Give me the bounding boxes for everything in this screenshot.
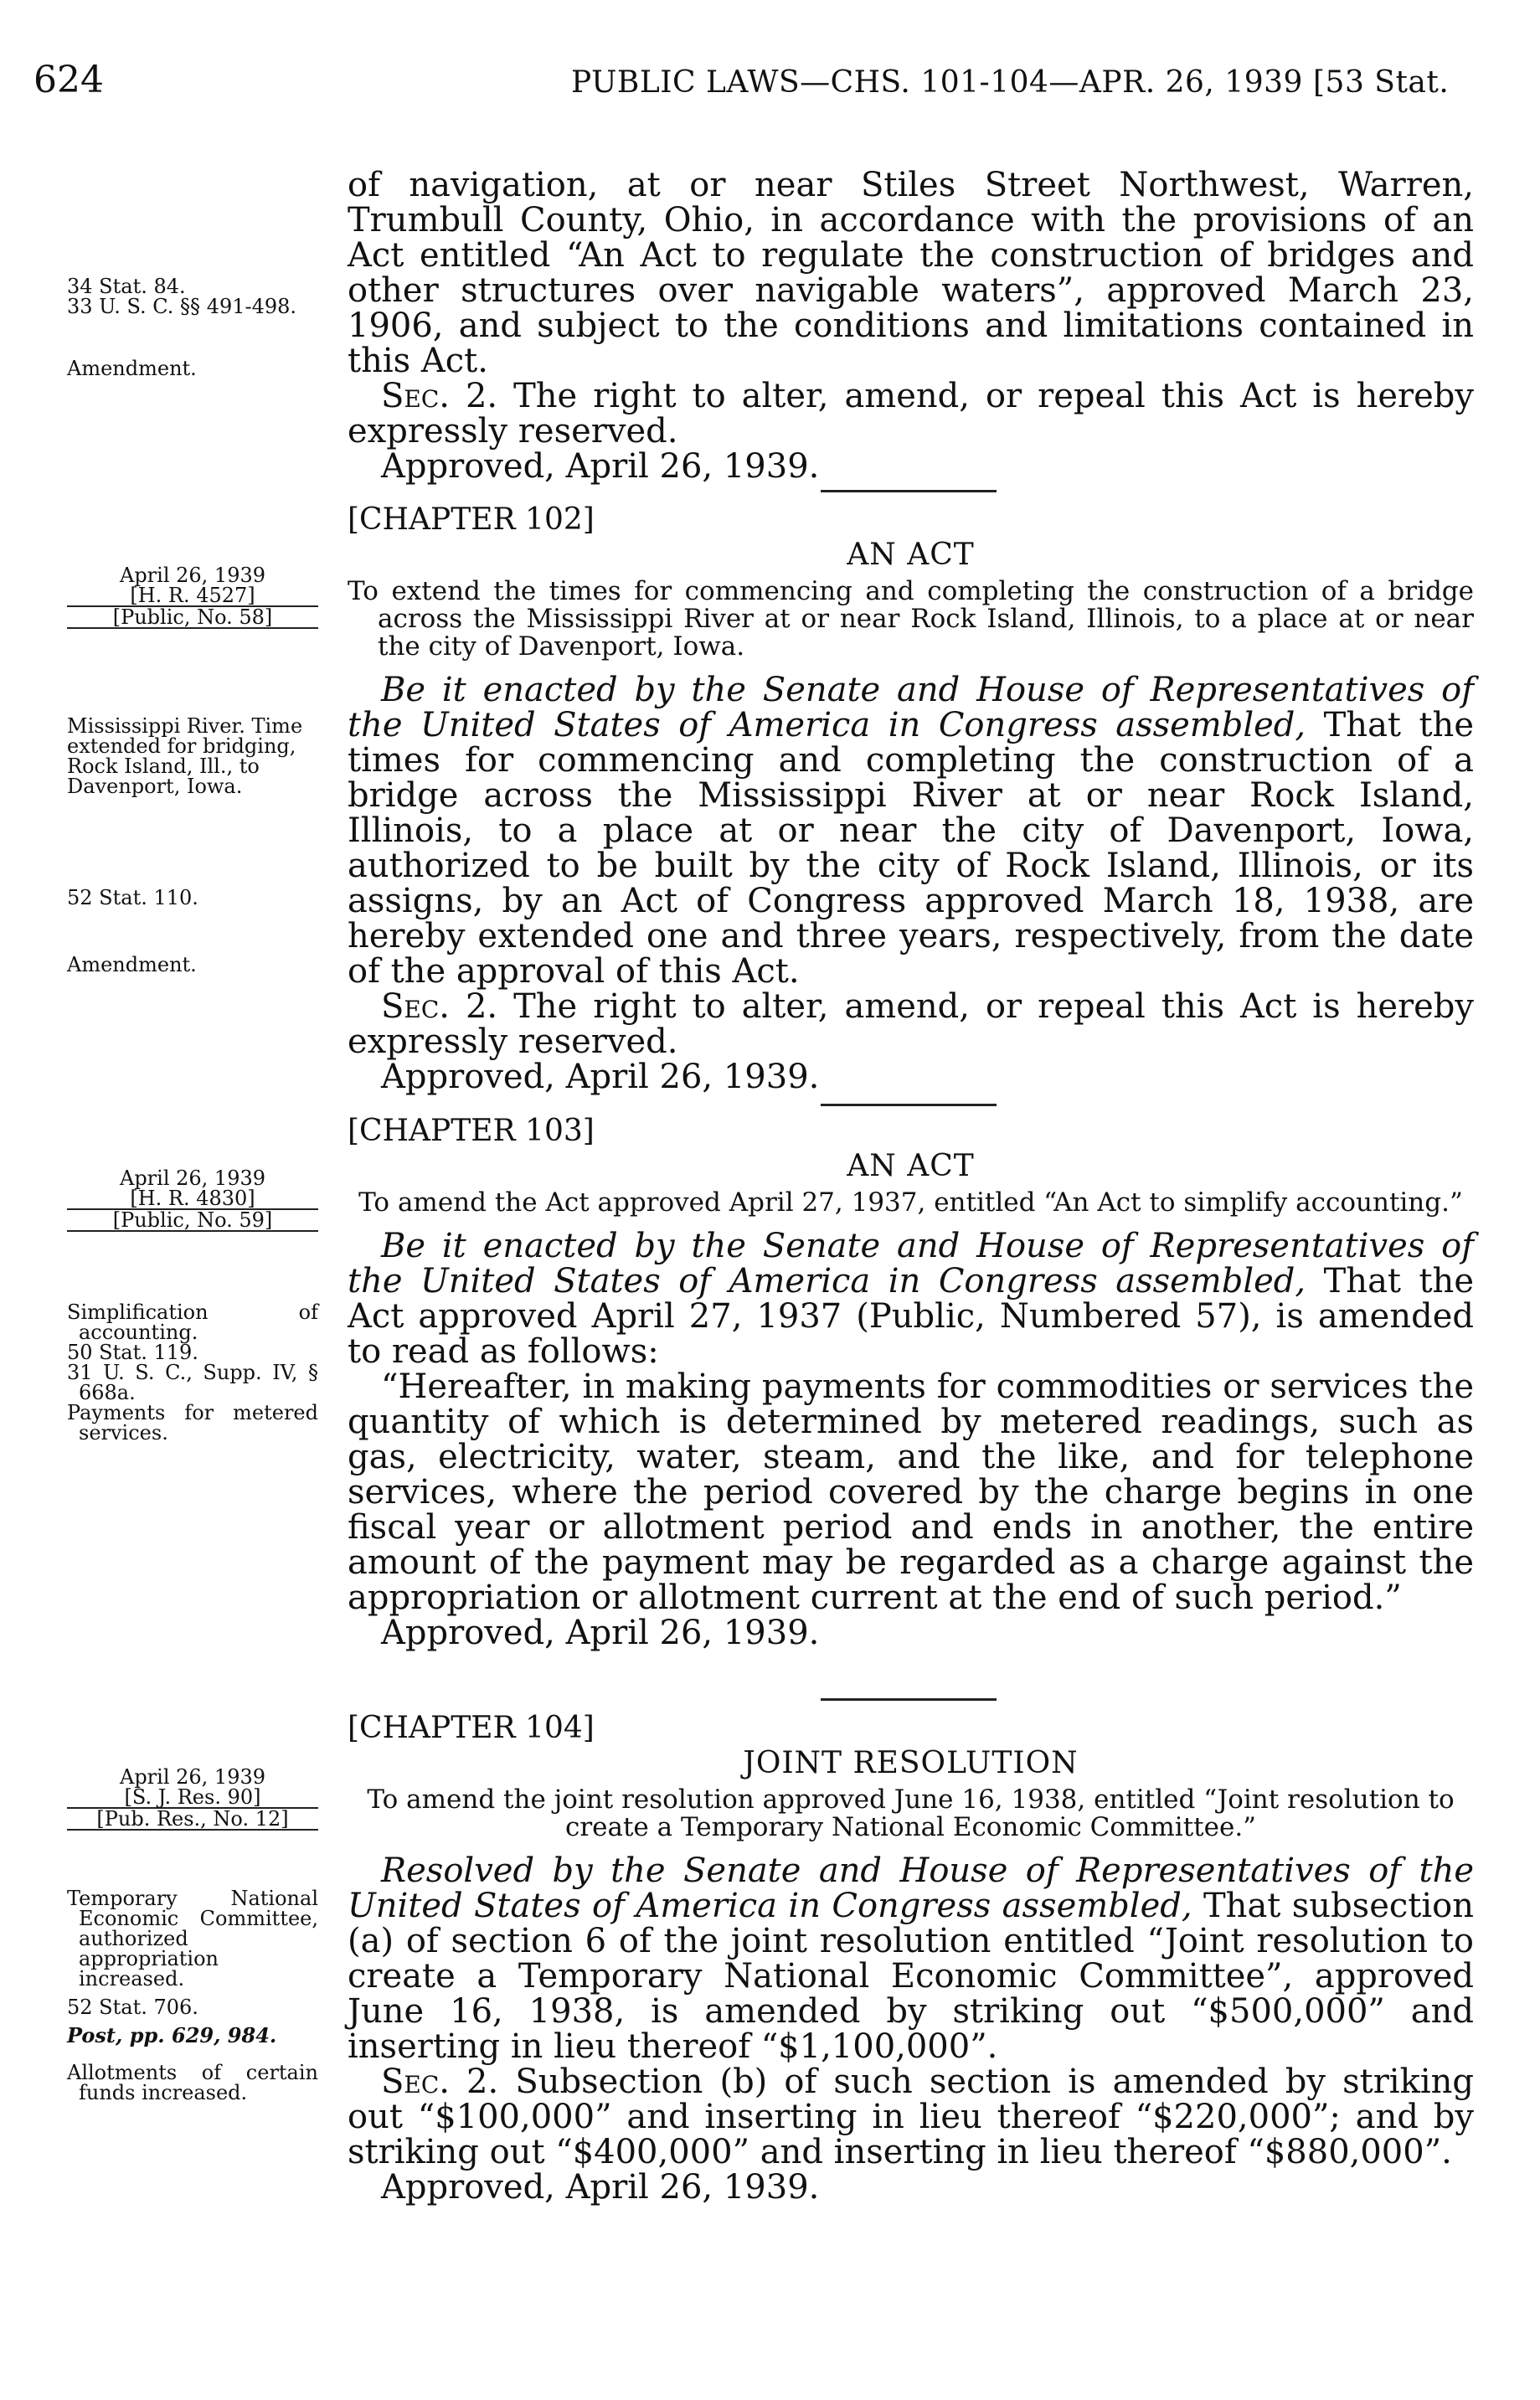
margin-note-amendment: Amendment. — [67, 953, 197, 976]
margin-citation: 34 Stat. 84. — [67, 275, 186, 298]
margin-note-subject: Temporary National Economic Committee, authorized appropriation increased. — [67, 1887, 318, 1991]
chapter-101-continuation — [348, 167, 1474, 484]
margin-note-subject: Mississippi River. Time extended for bridging, Rock Island, Ill., to Davenport, Iowa. — [67, 714, 303, 798]
section-text: Subsection (b) of such section is amended by striking out “$100,000” and inserting in lieu thereof “$220,000”; and by striking out “$400,000” and inserting in lieu thereof “$880,000”. — [348, 2063, 1475, 2171]
margin-notes-ch103-header — [67, 1168, 318, 1232]
resolution-body: That subsection (a) of section 6 of the joint resolution entitled “Joint resolution to create a Temporary National Economic Committee”, approved June 16, 1938, is amended by striking out “$500,000” and inserting in lieu thereof “$1,100,000”. — [348, 1887, 1474, 2066]
margin-citation: 31 U. S. C., Supp. IV, § 668a. — [67, 1361, 318, 1404]
enacting-clause: Be it enacted by the Senate and House of Representatives of the United States of America in Congress assembled, — [348, 671, 1474, 744]
ch101-body: of navigation, at or near Stiles Street Northwest, Warren, Trumbull County, Ohio, in accordance with the provisions of an Act entitled “An Act to regulate the construction of bridges and other structures over navigable waters”, approved March 23, 1906, and subject to the conditions and limitations contained in this Act. — [348, 166, 1474, 380]
margin-notes-ch104 — [67, 1888, 318, 2103]
ch104-resolving — [348, 1853, 1474, 2064]
ch103-enacting — [348, 1228, 1474, 1369]
margin-notes-ch104-header — [67, 1767, 318, 1831]
ch101-section-2 — [348, 379, 1474, 449]
section-text: The right to alter, amend, or repeal this Act is hereby expressly reserved. — [348, 377, 1475, 451]
enacting-clause: Be it enacted by the Senate and House of Representatives of the United States of America in Congress assembled, — [348, 1227, 1474, 1300]
chapter-heading: [CHAPTER 103] — [348, 1114, 595, 1148]
chapter-divider — [821, 490, 997, 492]
section-text: The right to alter, amend, or repeal this Act is hereby expressly reserved. — [348, 987, 1475, 1061]
ch102-section-2 — [348, 989, 1474, 1059]
ch104-approved: Approved, April 26, 1939. — [381, 2168, 820, 2207]
margin-note-subject: Simplification of accounting. — [67, 1300, 318, 1344]
margin-cross-reference: Post, pp. 629, 984. — [67, 2023, 277, 2047]
margin-date: April 26, 1939 — [119, 1765, 266, 1789]
margin-bill: [H. R. 4527] — [67, 585, 318, 607]
act-summary: To amend the Act approved April 27, 1937, entitled “An Act to simplify accounting.” — [358, 1187, 1463, 1218]
chapter-103 — [348, 1114, 1474, 1651]
ch103-quoted-text: “Hereafter, in making payments for commodities or services the quantity of which is determined by metered readings, such as gas, electricity, water, steam, and the like, and for telephone services, where the period covered by the charge begins in one fiscal year or allotment period and ends in another, the entire amount of the payment may be regarded as a charge against the appropriation or allotment current at the end of such period.” — [348, 1367, 1474, 1617]
act-title: JOINT RESOLUTION — [743, 1746, 1079, 1780]
chapter-divider — [821, 1104, 997, 1106]
margin-public-no: [Public, No. 59] — [67, 1210, 318, 1232]
margin-citation: 52 Stat. 706. — [67, 1996, 198, 2019]
page-number: 624 — [33, 59, 104, 101]
resolving-clause: Resolved by the Senate and House of Representatives of the United States of America in Congress assembled, — [348, 1852, 1474, 1925]
chapter-heading: [CHAPTER 102] — [348, 502, 595, 537]
ch102-approved: Approved, April 26, 1939. — [381, 1058, 820, 1096]
running-head-title: PUBLIC LAWS—CHS. 101-104—APR. 26, 1939 — [571, 65, 1303, 100]
chapter-104 — [348, 1711, 1474, 2205]
margin-citation: 50 Stat. 119. — [67, 1341, 198, 1364]
margin-public-no: [Public, No. 58] — [67, 607, 318, 629]
act-body: That the times for commencing and completing the construction of a bridge across the Mississippi River at or near Rock Island, Illinois, to a place at or near the city of Davenport, Iowa, authorized to be built by the city of Rock Island, Illinois, or its assigns, by an Act of Congress approved March 18, 1938, are hereby extended one and three years, respectively, from the date of the approval of this Act. — [348, 706, 1474, 991]
margin-public-no: [Pub. Res., No. 12] — [67, 1809, 318, 1831]
margin-date: April 26, 1939 — [119, 564, 266, 587]
chapter-102 — [348, 502, 1474, 1094]
ch104-section-2 — [348, 2064, 1474, 2170]
margin-citation: 52 Stat. 110. — [67, 886, 198, 909]
ch101-approved: Approved, April 26, 1939. — [381, 447, 820, 486]
ch102-enacting — [348, 672, 1474, 989]
volume-reference: [53 Stat. — [1313, 65, 1450, 100]
margin-note-payments: Payments for metered services. — [67, 1401, 318, 1445]
margin-notes-ch102-header — [67, 565, 318, 629]
chapter-divider — [821, 1698, 997, 1701]
chapter-heading: [CHAPTER 104] — [348, 1711, 595, 1745]
margin-notes-ch101 — [67, 276, 318, 317]
act-body: That the Act approved April 27, 1937 (Public, Numbered 57), is amended to read as follows: — [348, 1262, 1474, 1371]
act-summary: To amend the joint resolution approved June 16, 1938, entitled “Joint resolution to create a Temporary National Economic Committee.” — [367, 1785, 1455, 1842]
act-title: AN ACT — [847, 538, 975, 572]
section-label: Sec. 2. — [381, 2063, 499, 2101]
act-summary: To extend the times for commencing and completing the construction of a bridge across the Mississippi River at or near Rock Island, Illinois, to a place at or near the city of Davenport, Iowa. — [348, 576, 1474, 662]
ch103-approved: Approved, April 26, 1939. — [381, 1614, 820, 1652]
margin-citation: 33 U. S. C. §§ 491-498. — [67, 295, 297, 318]
section-label: Sec. 2. — [381, 987, 498, 1026]
act-title: AN ACT — [847, 1149, 975, 1183]
margin-bill: [S. J. Res. 90] — [67, 1787, 318, 1809]
margin-date: April 26, 1939 — [119, 1167, 266, 1190]
margin-note-allotments: Allotments of certain funds increased. — [67, 2061, 318, 2104]
margin-note-amendment: Amendment. — [67, 357, 197, 380]
section-label: Sec. 2. — [381, 377, 498, 415]
margin-bill: [H. R. 4830] — [67, 1188, 318, 1210]
margin-notes-ch103 — [67, 1302, 318, 1443]
